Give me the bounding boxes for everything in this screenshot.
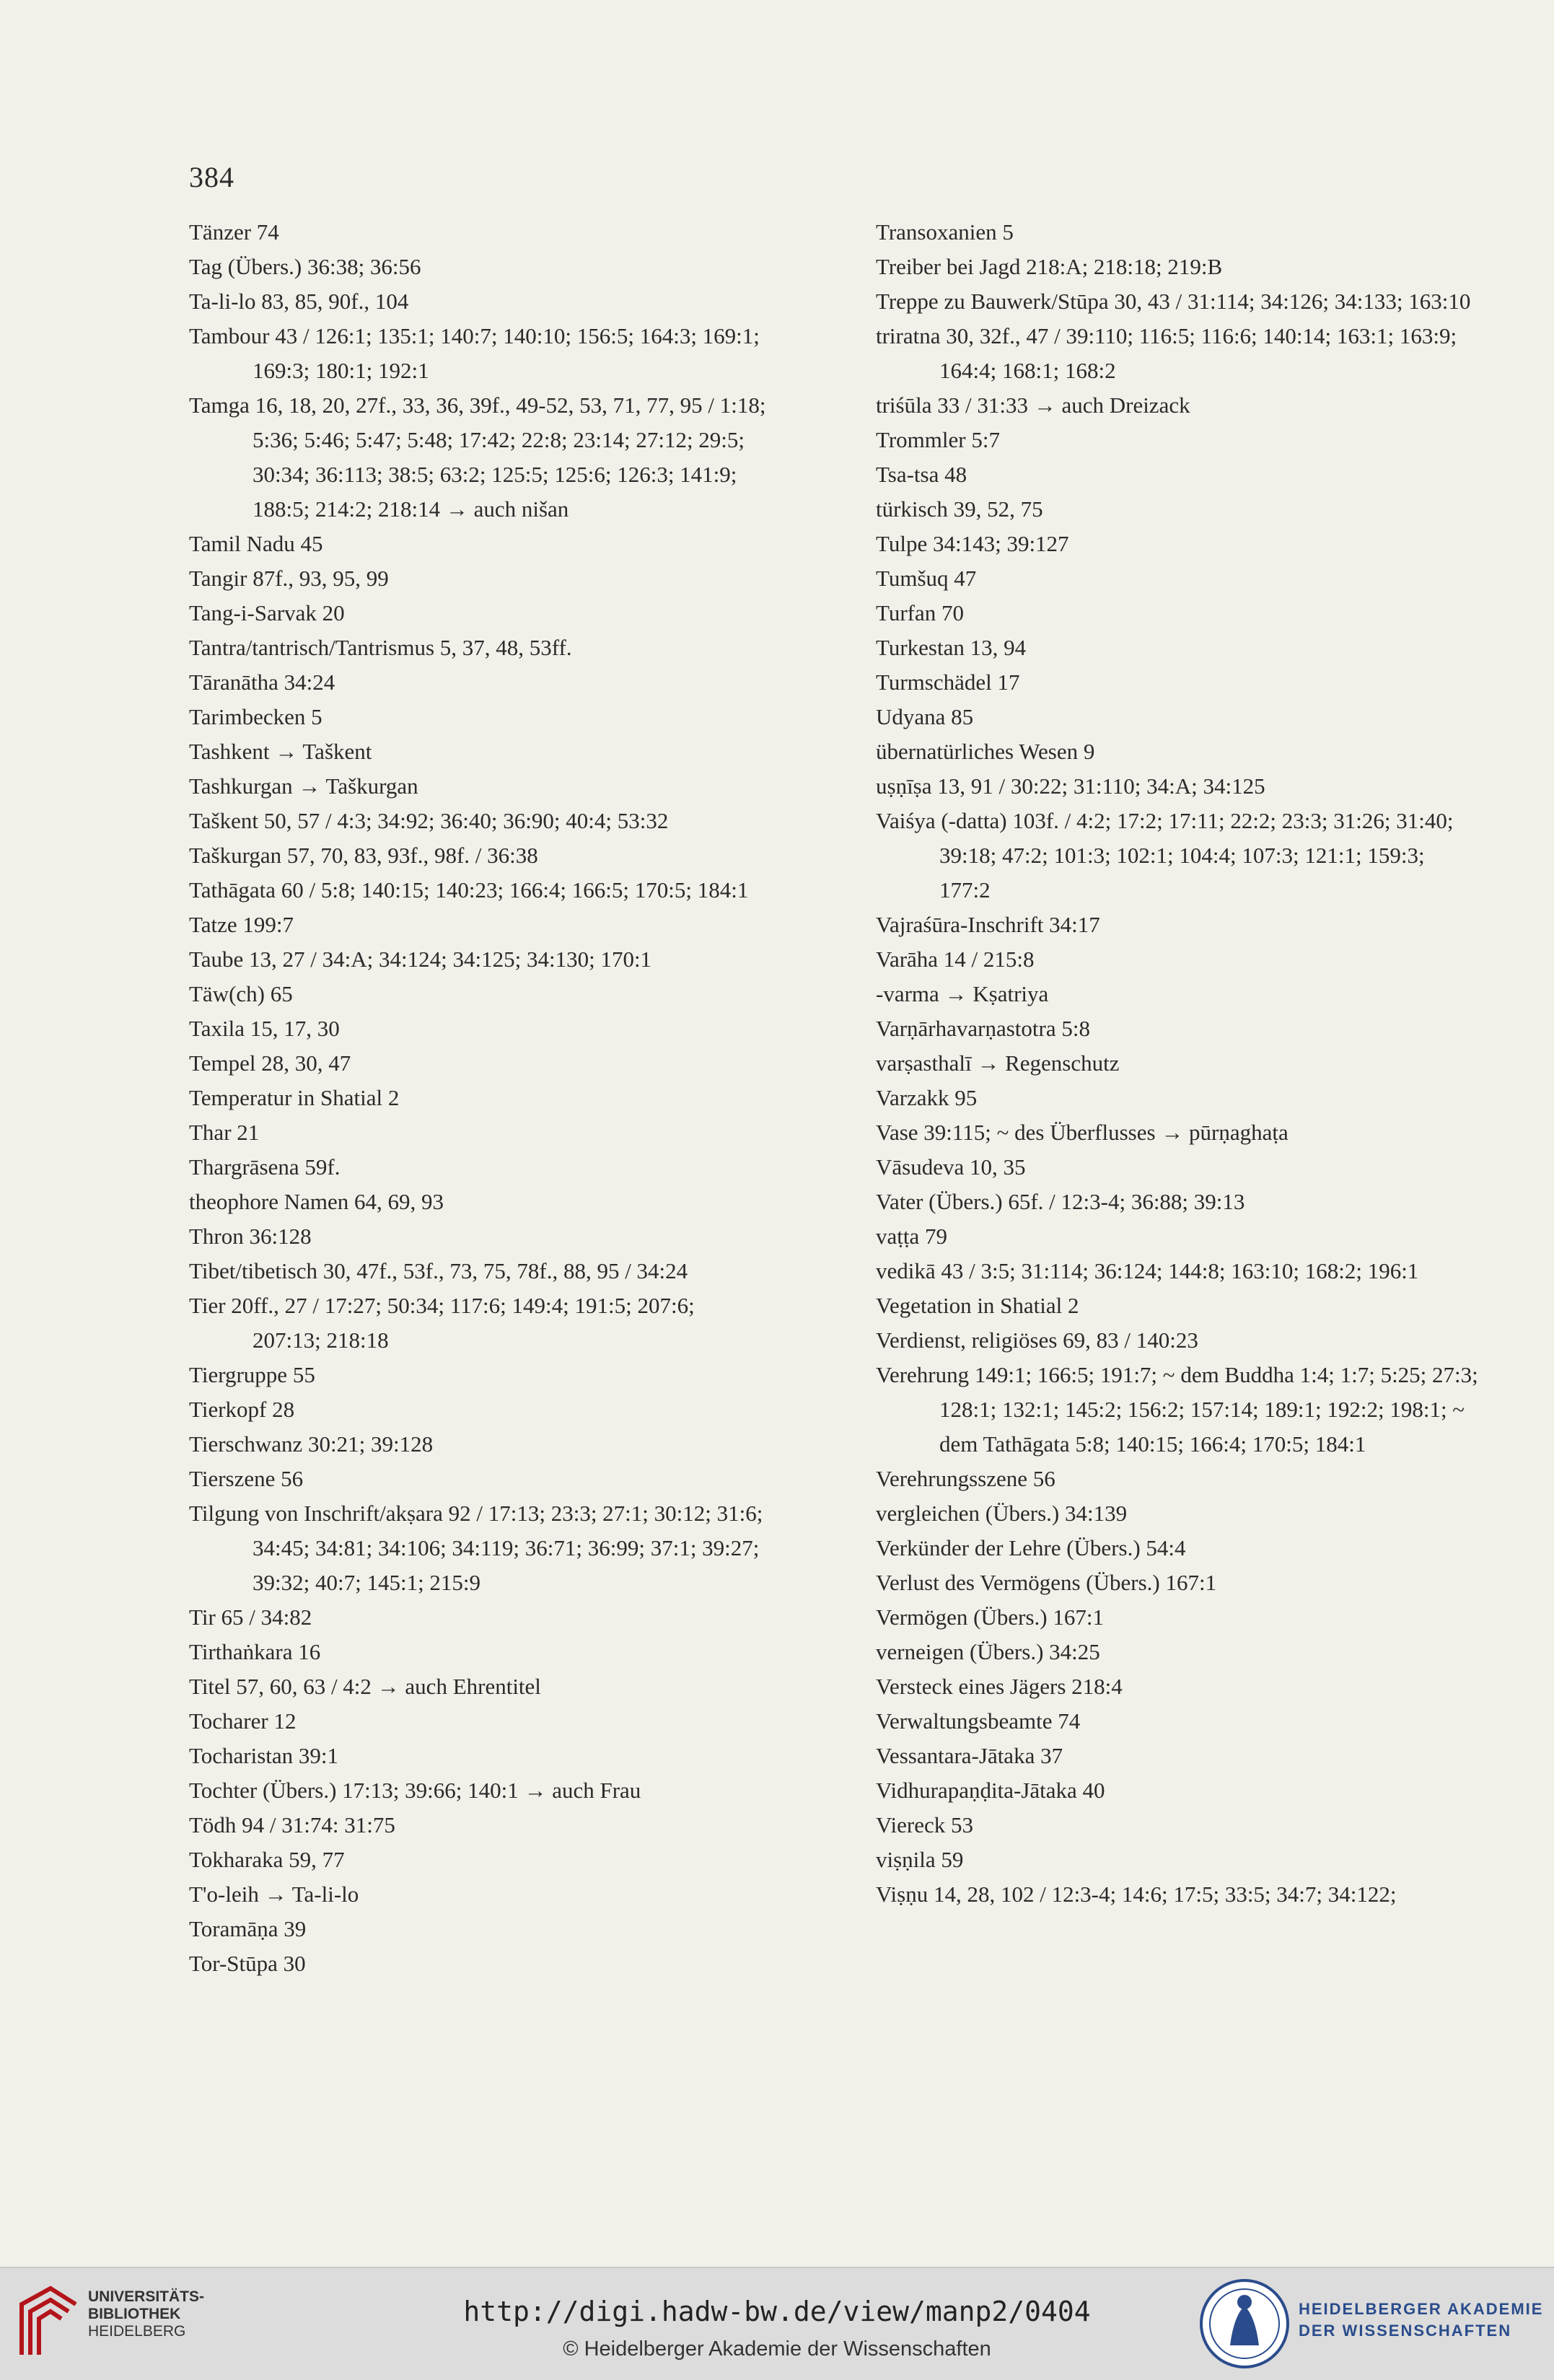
index-entry: Tashkurgan → Taškurgan — [189, 773, 418, 799]
index-entry: Ta-li-lo 83, 85, 90f., 104 — [189, 289, 409, 314]
index-entry: Tag (Übers.) 36:38; 36:56 — [189, 254, 421, 279]
index-entry: Temperatur in Shatial 2 — [189, 1085, 400, 1110]
index-entry: Tsa-tsa 48 — [876, 462, 967, 487]
index-entry: Tilgung von Inschrift/akṣara 92 / 17:13; 23:3; 27:1; 30:12; 31:6; 34:45; 34:81; 34:106; 34:119; 36:71; 36:99; 37:1; 39:27; 39:32; 40:7; 145:1; 215:9 — [189, 1501, 763, 1595]
index-entry: übernatürliches Wesen 9 — [876, 739, 1095, 764]
index-entry: Tarimbecken 5 — [189, 704, 322, 729]
index-entry: uṣṇīṣa 13, 91 / 30:22; 31:110; 34:A; 34:125 — [876, 773, 1265, 799]
index-entry: Tangir 87f., 93, 95, 99 — [189, 566, 389, 591]
index-entry: Verlust des Vermögens (Übers.) 167:1 — [876, 1570, 1217, 1595]
index-entry: Trommler 5:7 — [876, 427, 1000, 452]
index-entry: Tulpe 34:143; 39:127 — [876, 531, 1069, 556]
index-entry: Tierschwanz 30:21; 39:128 — [189, 1431, 434, 1457]
academy-line-1: HEIDELBERGER AKADEMIE — [1299, 2300, 1544, 2318]
academy-name — [1299, 2298, 1543, 2342]
index-entry: Vāsudeva 10, 35 — [876, 1154, 1026, 1180]
index-entry: Tir 65 / 34:82 — [189, 1604, 312, 1630]
index-entry: triśūla 33 / 31:33 → auch Dreizack — [876, 392, 1190, 418]
index-entry: Tocharistan 39:1 — [189, 1743, 339, 1768]
index-entry: Tochter (Übers.) 17:13; 39:66; 140:1 → auch Frau — [189, 1778, 641, 1803]
index-entry: Titel 57, 60, 63 / 4:2 → auch Ehrentitel — [189, 1674, 541, 1699]
index-entry: -varma → Kṣatriya — [876, 981, 1049, 1006]
index-entry: Tathāgata 60 / 5:8; 140:15; 140:23; 166:4; 166:5; 170:5; 184:1 — [189, 877, 749, 903]
index-entry: türkisch 39, 52, 75 — [876, 496, 1043, 522]
index-entry: Vidhurapaṇḍita-Jātaka 40 — [876, 1778, 1105, 1803]
index-entry: Vegetation in Shatial 2 — [876, 1293, 1079, 1318]
index-column-left — [189, 215, 766, 1981]
index-entry: Toramāṇa 39 — [189, 1916, 307, 1941]
index-entry: Verdienst, religiöses 69, 83 / 140:23 — [876, 1327, 1198, 1353]
ub-line-1: UNIVERSITÄTS- — [88, 2288, 205, 2305]
index-entry: Vater (Übers.) 65f. / 12:3-4; 36:88; 39:13 — [876, 1189, 1245, 1214]
ub-line-3: HEIDELBERG — [88, 2323, 186, 2340]
index-entry: viṣṇila 59 — [876, 1847, 964, 1872]
academy-seal-icon — [1198, 2277, 1291, 2371]
ub-line-2: BIBLIOTHEK — [88, 2306, 181, 2322]
index-entry: Tiergruppe 55 — [189, 1362, 315, 1387]
index-entry: Tashkent → Taškent — [189, 739, 372, 764]
index-entry: Varṇārhavarṇastotra 5:8 — [876, 1016, 1090, 1041]
index-entry: Taxila 15, 17, 30 — [189, 1016, 340, 1041]
academy-line-2: DER WISSENSCHAFTEN — [1299, 2322, 1512, 2340]
index-entry: Verwaltungsbeamte 74 — [876, 1708, 1081, 1734]
index-entry: Udyana 85 — [876, 704, 974, 729]
index-entry: Tatze 199:7 — [189, 912, 294, 937]
index-entry: Taube 13, 27 / 34:A; 34:124; 34:125; 34:130; 170:1 — [189, 947, 652, 972]
footer-bar — [0, 2267, 1554, 2380]
index-entry: Vajraśūra-Inschrift 34:17 — [876, 912, 1100, 937]
index-entry: Versteck eines Jägers 218:4 — [876, 1674, 1123, 1699]
index-entry: Transoxanien 5 — [876, 219, 1014, 245]
index-entry: Turkestan 13, 94 — [876, 635, 1027, 660]
index-entry: Verehrungsszene 56 — [876, 1466, 1055, 1491]
index-entry: Thron 36:128 — [189, 1224, 312, 1249]
index-entry: Tier 20ff., 27 / 17:27; 50:34; 117:6; 149:4; 191:5; 207:6; 207:13; 218:18 — [189, 1293, 695, 1353]
index-entry: Thargrāsena 59f. — [189, 1154, 341, 1180]
index-entry: triratna 30, 32f., 47 / 39:110; 116:5; 116:6; 140:14; 163:1; 163:9; 164:4; 168:1; 168:2 — [876, 323, 1457, 383]
index-entry: Tamil Nadu 45 — [189, 531, 323, 556]
index-entry: Vaiśya (-datta) 103f. / 4:2; 17:2; 17:11; 22:2; 23:3; 31:26; 31:40; 39:18; 47:2; 101:3; 102:1; 104:4; 107:3; 121:1; 159:3; 177:2 — [876, 808, 1454, 903]
index-entry: Treiber bei Jagd 218:A; 218:18; 219:B — [876, 254, 1223, 279]
index-entry: Taškurgan 57, 70, 83, 93f., 98f. / 36:38 — [189, 843, 538, 868]
index-entry: Tödh 94 / 31:74: 31:75 — [189, 1812, 395, 1837]
page-number: 384 — [189, 161, 234, 193]
index-entry: vedikā 43 / 3:5; 31:114; 36:124; 144:8; 163:10; 168:2; 196:1 — [876, 1258, 1419, 1283]
index-entry: Taškent 50, 57 / 4:3; 34:92; 36:40; 36:90; 40:4; 53:32 — [189, 808, 669, 833]
index-entry: Varāha 14 / 215:8 — [876, 947, 1035, 972]
index-entry: Tierszene 56 — [189, 1466, 304, 1491]
index-entry: vergleichen (Übers.) 34:139 — [876, 1501, 1128, 1526]
source-url-link[interactable]: http://digi.hadw-bw.de/view/manp2/0404 — [463, 2296, 1091, 2327]
index-entry: varṣasthalī → Regenschutz — [876, 1050, 1120, 1076]
index-entry: Viereck 53 — [876, 1812, 973, 1837]
index-entry: Verkünder der Lehre (Übers.) 54:4 — [876, 1535, 1186, 1560]
index-entry: Tierkopf 28 — [189, 1397, 295, 1422]
index-entry: Viṣṇu 14, 28, 102 / 12:3-4; 14:6; 17:5; 33:5; 34:7; 34:122; — [876, 1881, 1397, 1907]
index-entry: T'o-leih → Ta-li-lo — [189, 1881, 359, 1907]
index-entry: Tor-Stūpa 30 — [189, 1951, 306, 1976]
copyright-text: © Heidelberger Akademie der Wissenschaften — [563, 2337, 991, 2361]
index-column-right — [876, 215, 1479, 1912]
index-entry: Varzakk 95 — [876, 1085, 978, 1110]
index-entry: verneigen (Übers.) 34:25 — [876, 1639, 1100, 1664]
index-entry: Treppe zu Bauwerk/Stūpa 30, 43 / 31:114; 34:126; 34:133; 163:10 — [876, 289, 1471, 314]
index-entry: Tambour 43 / 126:1; 135:1; 140:7; 140:10; 156:5; 164:3; 169:1; 169:3; 180:1; 192:1 — [189, 323, 760, 383]
index-entry: Tāranātha 34:24 — [189, 669, 335, 695]
index-entry: Tänzer 74 — [189, 219, 279, 245]
index-entry: Vessantara-Jātaka 37 — [876, 1743, 1063, 1768]
index-entry: Tantra/tantrisch/Tantrismus 5, 37, 48, 53ff. — [189, 635, 572, 660]
index-entry: Tamga 16, 18, 20, 27f., 33, 36, 39f., 49-52, 53, 71, 77, 95 / 1:18; 5:36; 5:46; 5:47; 5:48; 17:42; 22:8; 23:14; 27:12; 29:5; 30:34; 36:113; 38:5; 63:2; 125:5; 125:6; 126:3; 141:9; 188:5; 214:2; 218:14 → auch nišan — [189, 392, 766, 522]
index-entry: Vermögen (Übers.) 167:1 — [876, 1604, 1104, 1630]
index-entry: Verehrung 149:1; 166:5; 191:7; ~ dem Buddha 1:4; 1:7; 5:25; 27:3; 128:1; 132:1; 145:2; 156:2; 157:14; 189:1; 192:2; 198:1; ~ dem Tathāgata 5:8; 140:15; 166:4; 170:5; 184:1 — [876, 1362, 1478, 1457]
index-entry: Tumšuq 47 — [876, 566, 977, 591]
index-entry: Tempel 28, 30, 47 — [189, 1050, 351, 1076]
index-entry: Tibet/tibetisch 30, 47f., 53f., 73, 75, 78f., 88, 95 / 34:24 — [189, 1258, 688, 1283]
index-entry: Tocharer 12 — [189, 1708, 297, 1734]
index-entry: theophore Namen 64, 69, 93 — [189, 1189, 444, 1214]
index-entry: vaṭṭa 79 — [876, 1224, 947, 1249]
index-entry: Tokharaka 59, 77 — [189, 1847, 345, 1872]
index-entry: Tang-i-Sarvak 20 — [189, 600, 345, 625]
index-entry: Vase 39:115; ~ des Überflusses → pūrṇaghaṭa — [876, 1120, 1289, 1145]
index-entry: Turmschädel 17 — [876, 669, 1020, 695]
index-entry: Turfan 70 — [876, 600, 965, 625]
index-entry: Thar 21 — [189, 1120, 260, 1145]
index-entry: Tirthaṅkara 16 — [189, 1639, 321, 1664]
index-entry: Täw(ch) 65 — [189, 981, 293, 1006]
